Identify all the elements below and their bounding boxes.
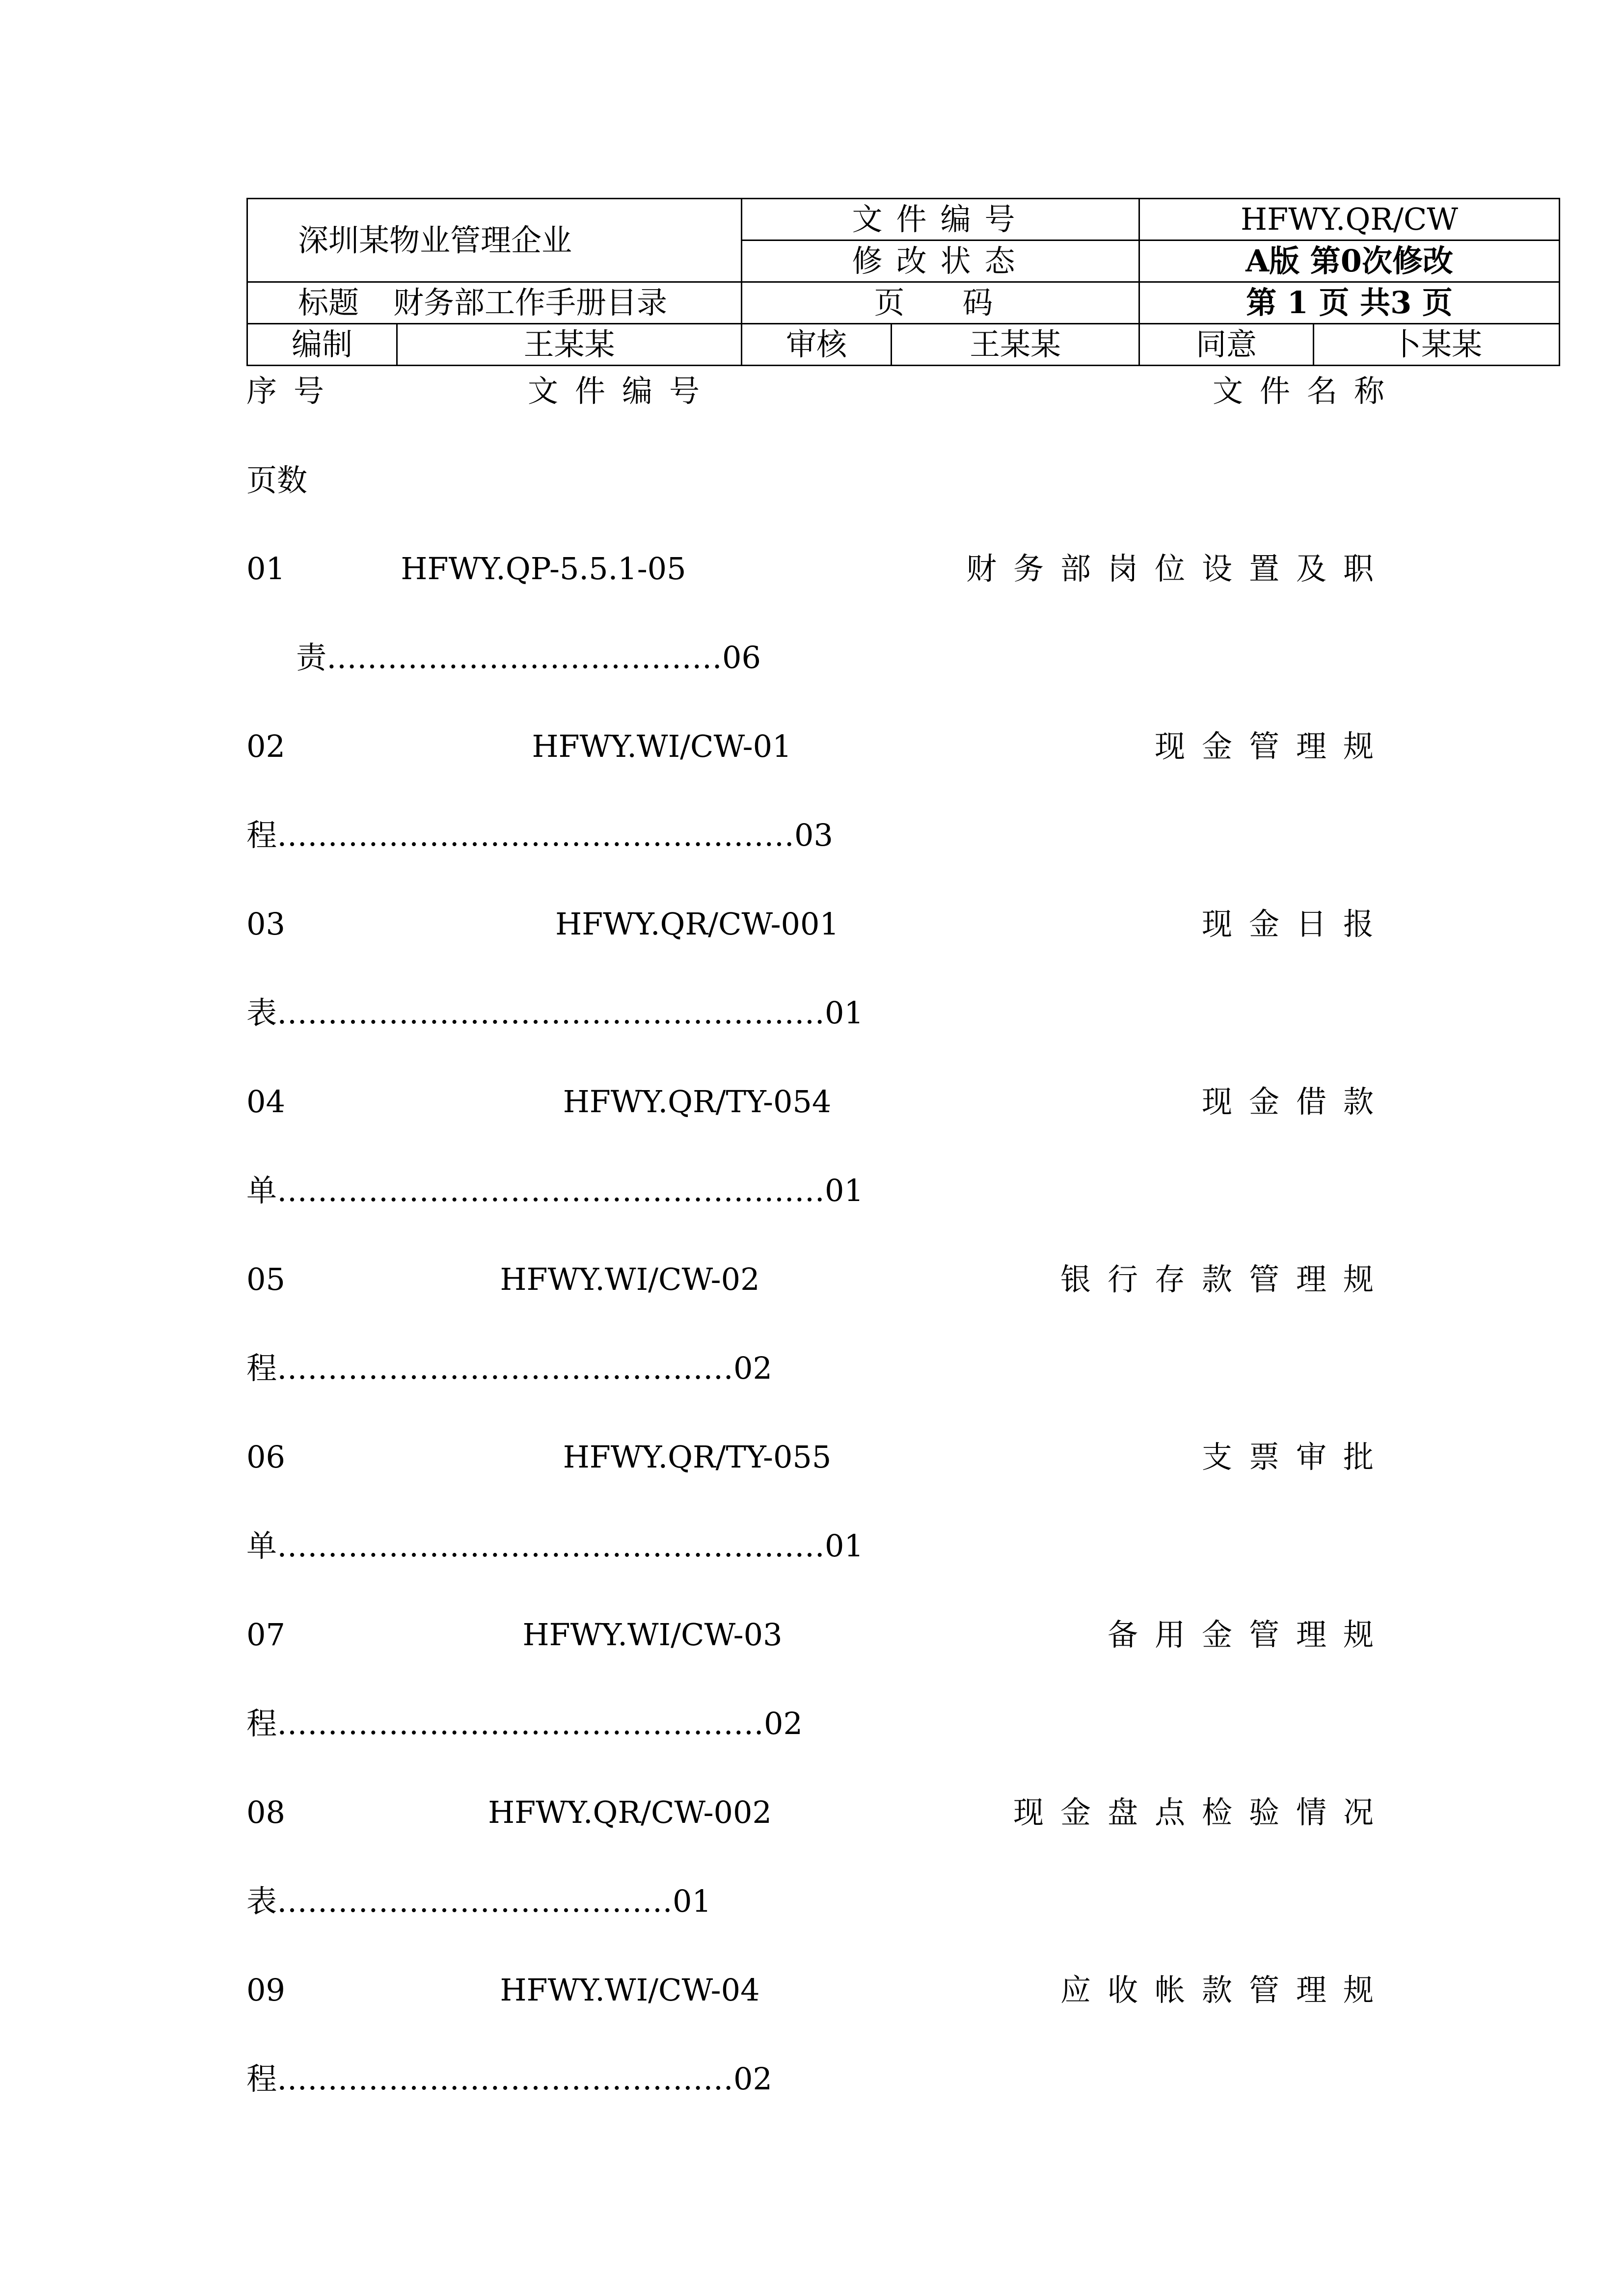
toc-entry-continuation <box>246 1175 864 1206</box>
revision-status-label: 修改状态 <box>742 240 1139 282</box>
title-label: 标题 <box>298 285 359 320</box>
approved-by-name: 卜某某 <box>1314 324 1560 366</box>
toc-entry-file-name: 财务部岗位设置及职 <box>966 551 1390 587</box>
toc-entry-page-count: 01 <box>673 1883 711 1919</box>
toc-header-file-number: 文件编号 <box>528 373 717 409</box>
toc-entry-page-count: 01 <box>825 1173 864 1208</box>
toc-entry-name-tail: 表 <box>246 1883 277 1919</box>
toc-entry-file-code: HFWY.WI/CW-03 <box>522 1617 783 1653</box>
toc-entry-file-code: HFWY.QP-5.5.1-05 <box>401 551 686 587</box>
toc-entry-file-name: 备用金管理规 <box>1107 1617 1390 1653</box>
reviewed-by-label: 审核 <box>742 324 892 366</box>
revision-status-value: A版 第0次修改 <box>1139 240 1560 282</box>
toc-entry-name-tail: 单 <box>246 1173 277 1208</box>
toc-entry-page-count: 02 <box>733 2061 772 2097</box>
document-title-cell <box>247 282 742 324</box>
toc-entry-name-tail: 程 <box>246 1706 277 1741</box>
toc-entry-page-count: 06 <box>722 640 761 675</box>
toc-entry-seq: 09 <box>246 1972 285 2008</box>
toc-entry-leader-dots: …………………………………………… <box>277 817 795 853</box>
toc-entry-continuation <box>246 1350 772 1386</box>
toc-header-file-name: 文件名称 <box>1213 373 1402 409</box>
toc-entry-leader-dots: ……………………………………… <box>277 2061 734 2097</box>
toc-entry-file-code: HFWY.QR/TY-055 <box>563 1439 832 1475</box>
toc-entry-seq: 01 <box>246 551 285 587</box>
toc-entry-leader-dots: ……………………………………………… <box>277 1173 825 1208</box>
toc-entry-file-name: 现金管理规 <box>1154 728 1390 764</box>
toc-entry-name-tail: 表 <box>246 995 277 1031</box>
file-number-label: 文件编号 <box>742 199 1139 240</box>
toc-entry-seq: 06 <box>246 1439 285 1475</box>
company-name: 深圳某物业管理企业 <box>247 199 742 282</box>
toc-entry-seq: 02 <box>246 728 285 764</box>
toc-entry-seq: 08 <box>246 1794 285 1830</box>
document-header-table <box>246 198 1560 366</box>
toc-entry-name-tail: 单 <box>246 1528 277 1564</box>
toc-entry-file-code: HFWY.WI/CW-02 <box>500 1261 760 1297</box>
toc-entry-leader-dots: ……………………………………………… <box>277 1528 825 1564</box>
toc-entry-file-code: HFWY.QR/TY-054 <box>563 1084 832 1120</box>
toc-entry-name-tail: 程 <box>246 1350 277 1386</box>
toc-entry-continuation <box>246 1706 803 1741</box>
toc-entry-file-code: HFWY.QR/CW-002 <box>488 1794 772 1830</box>
toc-entry-seq: 03 <box>246 906 285 942</box>
page-number-value: 第 1 页 共3 页 <box>1139 282 1560 324</box>
toc-entry-leader-dots: ……………………………………… <box>277 1350 734 1386</box>
toc-entry-leader-dots: ……………………………………………… <box>277 995 825 1031</box>
prepared-by-label: 编制 <box>247 324 397 366</box>
toc-entry-continuation <box>246 1883 711 1919</box>
toc-entry-file-name: 现金盘点检验情况 <box>1013 1794 1390 1830</box>
toc-entry-continuation <box>246 817 833 853</box>
document-title: 财务部工作手册目录 <box>393 285 668 320</box>
reviewed-by-name: 王某某 <box>892 324 1139 366</box>
toc-entry-continuation <box>246 1528 864 1564</box>
toc-entry-name-tail: 程 <box>246 817 277 853</box>
prepared-by-name: 王某某 <box>397 324 742 366</box>
page-number-label: 页 码 <box>742 282 1139 324</box>
toc-entry-seq: 04 <box>246 1084 285 1120</box>
toc-entry-leader-dots: ………………………………………… <box>277 1706 764 1741</box>
toc-entry-file-code: HFWY.QR/CW-001 <box>555 906 839 942</box>
toc-entry-name-tail: 责 <box>296 640 327 675</box>
file-number-value: HFWY.QR/CW <box>1139 199 1560 240</box>
toc-header-pages: 页数 <box>246 462 308 498</box>
toc-entry-seq: 07 <box>246 1617 285 1653</box>
toc-entry-page-count: 02 <box>733 1350 772 1386</box>
toc-entry-file-name: 银行存款管理规 <box>1060 1261 1390 1297</box>
toc-entry-leader-dots: ………………………………… <box>326 640 723 675</box>
toc-entry-file-name: 应收帐款管理规 <box>1060 1972 1390 2008</box>
toc-entry-page-count: 03 <box>794 817 833 853</box>
toc-entry-page-count: 01 <box>825 1528 864 1564</box>
toc-entry-file-name: 支票审批 <box>1201 1439 1390 1475</box>
toc-entry-file-name: 现金日报 <box>1201 906 1390 942</box>
toc-entry-file-code: HFWY.WI/CW-04 <box>500 1972 760 2008</box>
toc-entry-seq: 05 <box>246 1261 285 1297</box>
toc-entry-file-code: HFWY.WI/CW-01 <box>532 728 792 764</box>
toc-entry-page-count: 02 <box>764 1706 803 1741</box>
toc-entry-name-tail: 程 <box>246 2061 277 2097</box>
toc-entry-leader-dots: ………………………………… <box>277 1883 673 1919</box>
toc-entry-continuation <box>246 2061 772 2097</box>
toc-header-seq: 序号 <box>246 373 341 409</box>
toc-entry-continuation <box>246 995 864 1031</box>
toc-entry-continuation <box>296 642 761 673</box>
toc-entry-file-name: 现金借款 <box>1201 1084 1390 1120</box>
approved-by-label: 同意 <box>1139 324 1314 366</box>
toc-entry-page-count: 01 <box>825 995 864 1031</box>
